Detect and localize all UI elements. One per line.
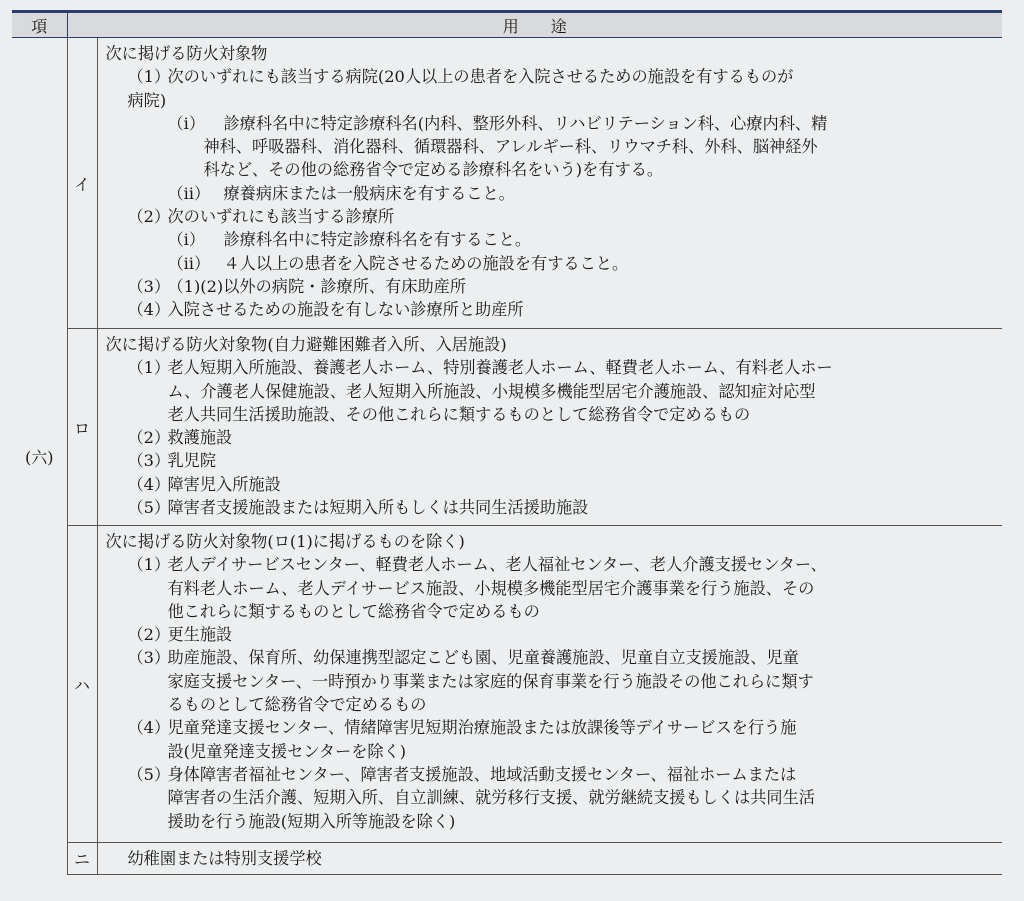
intro-i: 次に掲げる防火対象物 xyxy=(105,44,268,63)
intro-ha: 次に掲げる防火対象物(ロ(1)に掲げるものを除く) xyxy=(105,532,465,551)
item-number: （3） xyxy=(127,648,171,668)
table-row-ro xyxy=(12,329,1002,526)
header-youto: 用 途 xyxy=(67,12,1002,38)
item-text: 入院させるための施設を有しない診療所と助産所 xyxy=(167,300,524,320)
item-text: （1)(2)以外の病院・診療所、有床助産所 xyxy=(167,276,467,296)
item-number: （2） xyxy=(127,625,171,645)
item-number: （4） xyxy=(127,718,171,738)
item-number: （5） xyxy=(127,498,171,518)
item-text: 身体障害者福祉センター、障害者支援施設、地域活動支援センター、福祉ホームまたは xyxy=(167,764,797,784)
item-text-cont: 援助を行う施設(短期入所等施設を除く) xyxy=(167,811,456,831)
ni-text: 幼稚園または特別支援学校 xyxy=(127,849,322,868)
subitem-number: （ⅱ） xyxy=(167,183,211,203)
item-number: （1） xyxy=(127,555,171,575)
item-text-cont: 病院) xyxy=(127,90,167,110)
item-number: （1） xyxy=(127,358,171,378)
item-text: 更生施設 xyxy=(167,625,233,645)
category-label: (六) xyxy=(12,38,67,875)
sub-label-i: イ xyxy=(67,38,97,329)
item-text-cont: 家庭支援センター、一時預かり事業または家庭的保育事業を行う施設その他これらに類す xyxy=(167,671,814,691)
sub-label-ha: ハ xyxy=(67,526,97,843)
item-text-cont: るものとして総務省令で定めるもの xyxy=(167,695,427,715)
subitem-text-cont: 神科、呼吸器科、消化器科、循環器科、アレルギー科、リウマチ科、外科、脳神経外 xyxy=(203,137,818,157)
item-text-cont: 他これらに類するものとして総務省令で定めるもの xyxy=(167,601,540,621)
subitem-text: 診療科名中に特定診療科名を有すること。 xyxy=(223,230,532,250)
use-cell-ro xyxy=(97,329,1002,526)
item-text: 児童発達支援センター、情緒障害児短期治療施設または放課後等デイサービスを行う施 xyxy=(167,718,797,738)
sub-label-ro: ロ xyxy=(67,329,97,526)
item-text-cont: 障害者の生活介護、短期入所、自立訓練、就労移行支援、就労継続支援もしくは共同生活 xyxy=(167,788,815,808)
item-text-cont: 設(児童発達支援センターを除く) xyxy=(167,741,407,761)
item-number: （3） xyxy=(127,451,171,471)
subitem-text: 療養病床または一般病床を有すること。 xyxy=(223,183,515,203)
use-cell-ni xyxy=(97,843,1002,875)
sub-label-ni: ニ xyxy=(67,843,97,875)
header-kou: 項 xyxy=(12,12,67,38)
intro-ro: 次に掲げる防火対象物(自力避難困難者入所、入居施設) xyxy=(105,335,507,354)
item-text: 老人短期入所施設、養護老人ホーム、特別養護老人ホーム、軽費老人ホーム、有料老人ホー xyxy=(167,358,833,378)
subitem-text-cont: 科など、その他の総務省令で定める診療科名をいう)を有する。 xyxy=(203,160,664,180)
table-row-i xyxy=(12,38,1002,329)
subitem-number: （ⅱ） xyxy=(167,253,211,273)
subitem-text: ４人以上の患者を入院させるための施設を有すること。 xyxy=(223,253,629,273)
item-text: 救護施設 xyxy=(167,428,233,448)
item-text: 次のいずれにも該当する病院(20人以上の患者を入院させるための施設を有するものが xyxy=(167,67,794,87)
item-text: 乳児院 xyxy=(167,451,217,471)
item-text: 老人デイサービスセンター、軽費老人ホーム、老人福祉センター、老人介護支援センター、 xyxy=(167,555,827,575)
use-cell-i xyxy=(97,38,1002,329)
item-number: （3） xyxy=(127,276,171,296)
table-row-ha xyxy=(12,526,1002,843)
subitem-number: （ⅰ） xyxy=(167,230,206,250)
subitem-text: 診療科名中に特定診療科名(内科、整形外科、リハビリテーション科、心療内科、精 xyxy=(223,113,828,133)
fire-use-table xyxy=(12,10,1002,875)
subitem-number: （ⅰ） xyxy=(167,113,206,133)
item-text: 障害者支援施設または短期入所もしくは共同生活援助施設 xyxy=(167,498,589,518)
item-number: （2） xyxy=(127,428,171,448)
table-row-ni xyxy=(12,843,1002,875)
item-text: 障害児入所施設 xyxy=(167,474,281,494)
item-number: （4） xyxy=(127,474,171,494)
table-header-row xyxy=(12,12,1002,38)
item-text: 助産施設、保育所、幼保連携型認定こども園、児童養護施設、児童自立支援施設、児童 xyxy=(167,648,799,668)
use-cell-ha xyxy=(97,526,1002,843)
item-text-cont: 有料老人ホーム、老人デイサービス施設、小規模多機能型居宅介護事業を行う施設、その xyxy=(167,578,815,598)
item-text-cont: 老人共同生活援助施設、その他これらに類するものとして総務省令で定めるもの xyxy=(167,404,751,424)
item-number: （5） xyxy=(127,764,171,784)
item-text: 次のいずれにも該当する診療所 xyxy=(167,207,395,227)
item-number: （2） xyxy=(127,207,171,227)
item-text-cont: ム、介護老人保健施設、老人短期入所施設、小規模多機能型居宅介護施設、認知症対応型 xyxy=(167,381,816,401)
item-number: （1） xyxy=(127,67,171,87)
item-number: （4） xyxy=(127,300,171,320)
